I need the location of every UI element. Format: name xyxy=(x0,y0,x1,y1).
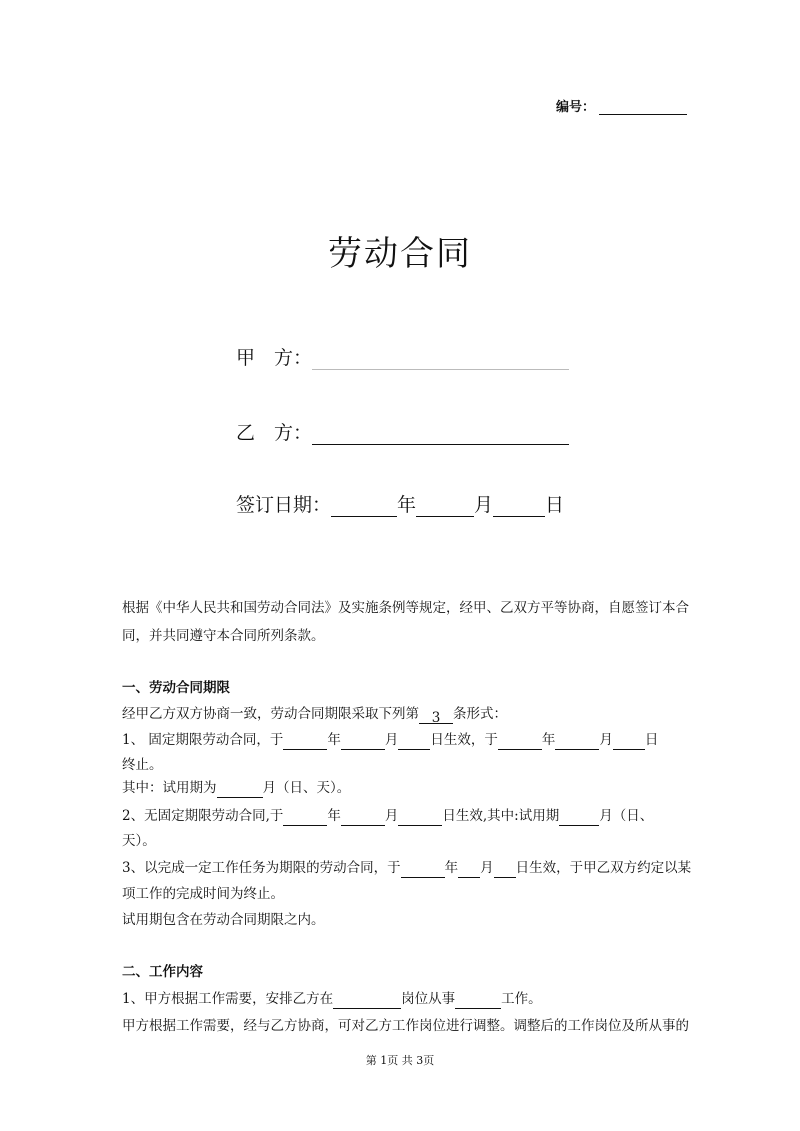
fixed-term-line xyxy=(122,730,658,750)
sign-month-field[interactable] xyxy=(416,496,474,517)
open-term-text: 2、无固定期限劳动合同,于 xyxy=(122,808,284,824)
intro-line-1: 根据《中华人民共和国劳动合同法》及实施条例等规定，经甲、乙双方平等协商，自愿签订本合 xyxy=(122,600,689,616)
party-b-field[interactable] xyxy=(312,424,569,445)
intro-line-2: 同，并共同遵守本合同所列条款。 xyxy=(122,628,325,644)
fixed-start-year-field[interactable] xyxy=(283,734,327,750)
serial-number xyxy=(556,96,687,115)
open-start-day-label: 日生效,其中:试用期 xyxy=(442,808,560,824)
sign-date-label: 签订日期： xyxy=(236,494,332,516)
job-duty-label: 工作。 xyxy=(501,991,542,1007)
fixed-end-day-field[interactable] xyxy=(613,734,645,750)
fixed-end-month-field[interactable] xyxy=(555,734,599,750)
probation-text: 其中：试用期为 xyxy=(122,780,217,796)
term-choice-field[interactable]: 3 xyxy=(419,708,453,724)
task-term-line-2: 项工作的完成时间为终止。 xyxy=(122,886,284,902)
fixed-start-month-label: 月 xyxy=(384,732,399,748)
probation-unit: 月（日、天）。 xyxy=(262,780,351,796)
task-term-text: 3、以完成一定工作任务为期限的劳动合同，于 xyxy=(122,860,401,876)
task-start-year-label: 年 xyxy=(444,860,459,876)
probation-line xyxy=(122,778,350,798)
open-term-line-2: 天）。 xyxy=(122,833,156,849)
sign-month-label: 月 xyxy=(474,494,494,516)
document-title: 劳动合同 xyxy=(328,234,472,274)
task-start-day-field[interactable] xyxy=(494,862,516,878)
open-probation-unit: 月（日、 xyxy=(599,808,654,824)
open-start-year-label: 年 xyxy=(327,808,341,824)
open-probation-field[interactable] xyxy=(559,810,599,826)
party-b-row xyxy=(236,418,569,445)
open-start-day-field[interactable] xyxy=(398,810,442,826)
fixed-start-year-label: 年 xyxy=(327,732,341,748)
serial-number-field[interactable] xyxy=(599,100,687,115)
term-choice-suffix: 条形式： xyxy=(453,706,507,722)
task-start-year-field[interactable] xyxy=(401,862,445,878)
task-start-month-field[interactable] xyxy=(458,862,480,878)
open-start-month-label: 月 xyxy=(384,808,399,824)
job-assignment-text: 1、甲方根据工作需要，安排乙方在 xyxy=(122,991,334,1007)
open-term-line xyxy=(122,806,653,826)
party-a-label: 甲 方： xyxy=(236,347,313,369)
fixed-end-year-field[interactable] xyxy=(498,734,542,750)
open-start-month-field[interactable] xyxy=(341,810,385,826)
serial-label: 编号： xyxy=(556,100,596,115)
fixed-end-day-label: 日 xyxy=(644,732,659,748)
sign-day-field[interactable] xyxy=(493,496,545,517)
fixed-start-month-field[interactable] xyxy=(341,734,385,750)
fixed-term-text: 1、 固定期限劳动合同，于 xyxy=(122,732,284,748)
sign-date-row xyxy=(236,490,564,517)
job-adjust-line: 甲方根据工作需要，经与乙方协商，可对乙方工作岗位进行调整。调整后的工作岗位及所从事的 xyxy=(122,1018,689,1034)
fixed-end-month-label: 月 xyxy=(599,732,613,748)
section-2-heading: 二、工作内容 xyxy=(122,964,203,980)
position-field[interactable] xyxy=(333,993,401,1009)
task-term-line xyxy=(122,858,691,878)
party-a-field[interactable] xyxy=(312,349,569,370)
task-start-day-label: 日生效，于甲乙双方约定以某 xyxy=(515,860,692,876)
sign-year-label: 年 xyxy=(397,494,417,516)
fixed-term-end-line: 终止。 xyxy=(122,757,163,773)
page-footer: 第 1页 共 3页 xyxy=(365,1054,435,1067)
fixed-end-year-label: 年 xyxy=(541,732,556,748)
term-choice-text: 经甲乙方双方协商一致，劳动合同期限采取下列第 xyxy=(122,706,419,722)
open-start-year-field[interactable] xyxy=(283,810,327,826)
task-start-month-label: 月 xyxy=(480,860,494,876)
term-choice-line xyxy=(122,704,507,724)
sign-year-field[interactable] xyxy=(331,496,397,517)
fixed-start-day-field[interactable] xyxy=(398,734,430,750)
party-a-row xyxy=(236,343,569,370)
sign-day-label: 日 xyxy=(545,494,565,516)
section-1-heading: 一、劳动合同期限 xyxy=(122,680,230,696)
party-b-label: 乙 方： xyxy=(236,422,313,444)
job-duty-field[interactable] xyxy=(455,993,501,1009)
probation-note-line: 试用期包含在劳动合同期限之内。 xyxy=(122,912,325,928)
position-label: 岗位从事 xyxy=(401,991,456,1007)
probation-field[interactable] xyxy=(217,782,263,798)
fixed-start-day-label: 日生效，于 xyxy=(430,732,498,748)
job-assignment-line xyxy=(122,989,542,1009)
